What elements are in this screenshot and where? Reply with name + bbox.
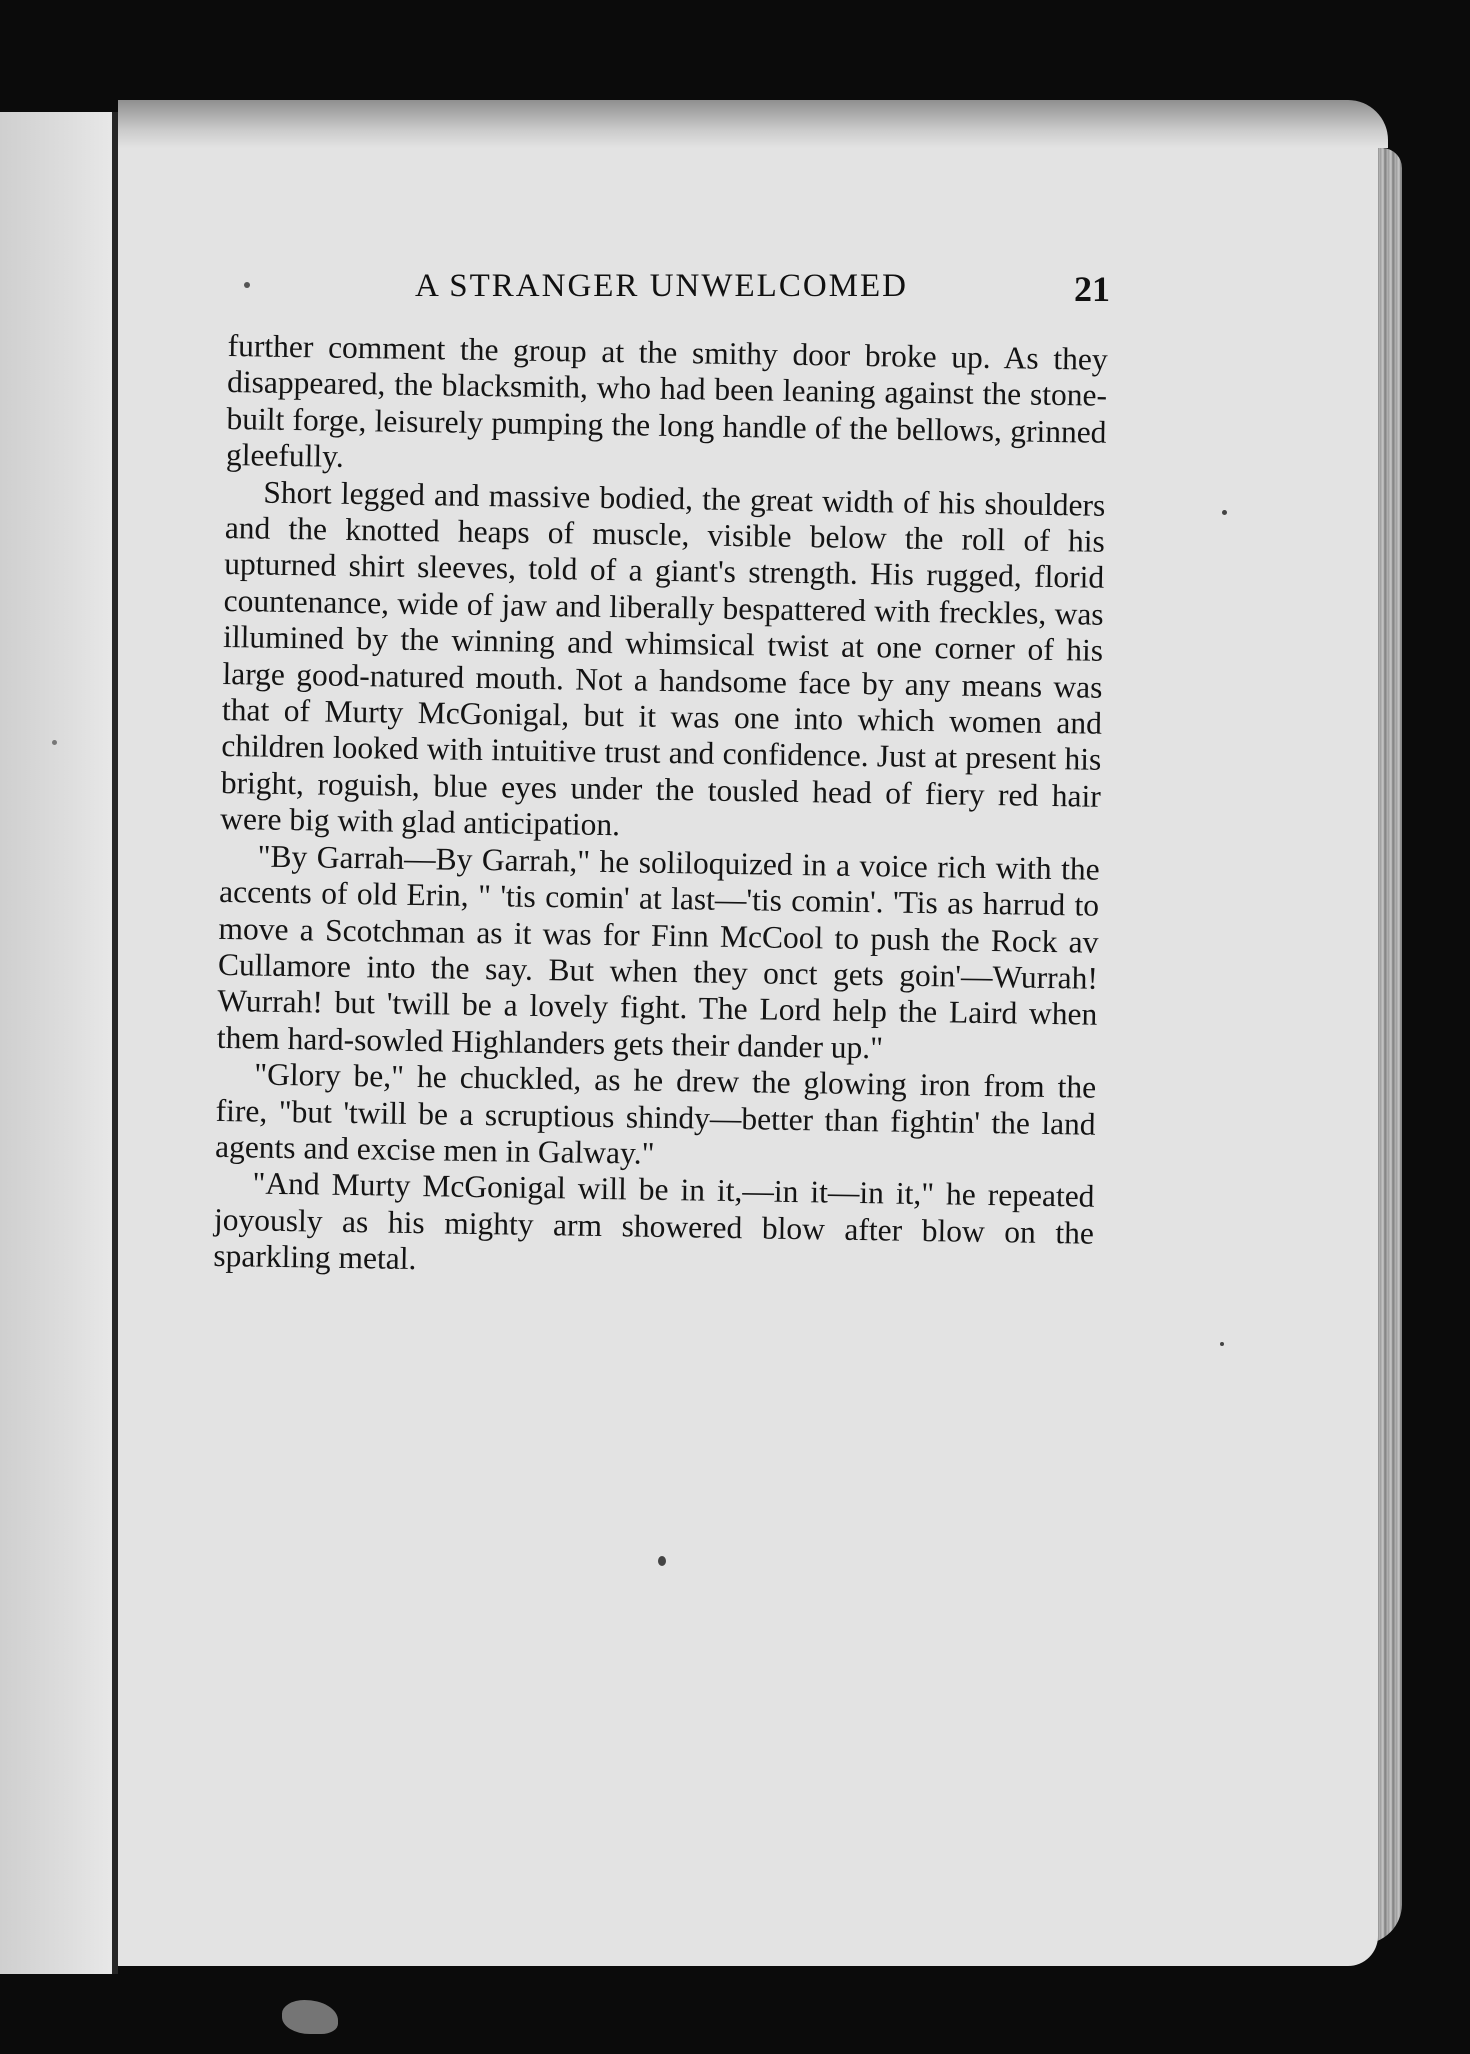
ink-speck [52, 740, 57, 745]
previous-page-edge [0, 112, 118, 1974]
speck-mark [244, 282, 250, 288]
page-number: 21 [1074, 269, 1110, 309]
ink-speck [1222, 510, 1227, 515]
paragraph: further comment the group at the smithy door broke up. As they disappeared, the blacksmith, who had been leaning against the stone-built forge, leisurely pumping the long handle of the bellows, grinned gleefully. [225, 328, 1108, 475]
library-stamp-mark [282, 2000, 338, 2034]
paragraph: "By Garrah—By Garrah," he soliloquized in a voice rich with the accents of old Erin, " 'tis comin' at last—'tis comin'. 'Tis as harrud to move a Scotchman as it was for Finn McCool to push the Rock av Cullamore into the say. But when they onct gets goin'—Wurrah! Wurrah! but 'twill be a lovely fight. The Lord help the Laird when them hard-sowled Highlanders gets their dander up." [216, 838, 1100, 1066]
ink-speck [1220, 1342, 1224, 1346]
paragraph: "And Murty McGonigal will be in it,—in it—in it," he repeated joyously as his mighty arm showered blow after blow on the sparkling metal. [213, 1165, 1095, 1277]
page-title: A STRANGER UNWELCOMED [415, 268, 908, 304]
ink-speck [658, 1556, 666, 1566]
page-top-shadow [118, 100, 1388, 148]
paragraph: "Glory be," he chuckled, as he drew the glowing iron from the fire, "but 'twill be a scruptious shindy—better than fightin' the land agents and excise men in Galway." [214, 1056, 1097, 1171]
running-head [240, 268, 1110, 318]
paragraph: Short legged and massive bodied, the great width of his shoulders and the knotted heaps of muscle, visible below the roll of his upturned shirt sleeves, told of a giant's strength. His rugged, florid countenance, wide of jaw and liberally bespattered with freckles, was illumined by the winning and whimsical twist at one corner of his large good-natured mouth. Not a handsome face by any means was that of Murty McGonigal, but it was one into which women and children looked with intuitive trust and confidence. Just at present his bright, roguish, blue eyes under the tousled head of fiery red hair were big with glad anticipation. [220, 474, 1106, 843]
body-text [213, 328, 1108, 1288]
